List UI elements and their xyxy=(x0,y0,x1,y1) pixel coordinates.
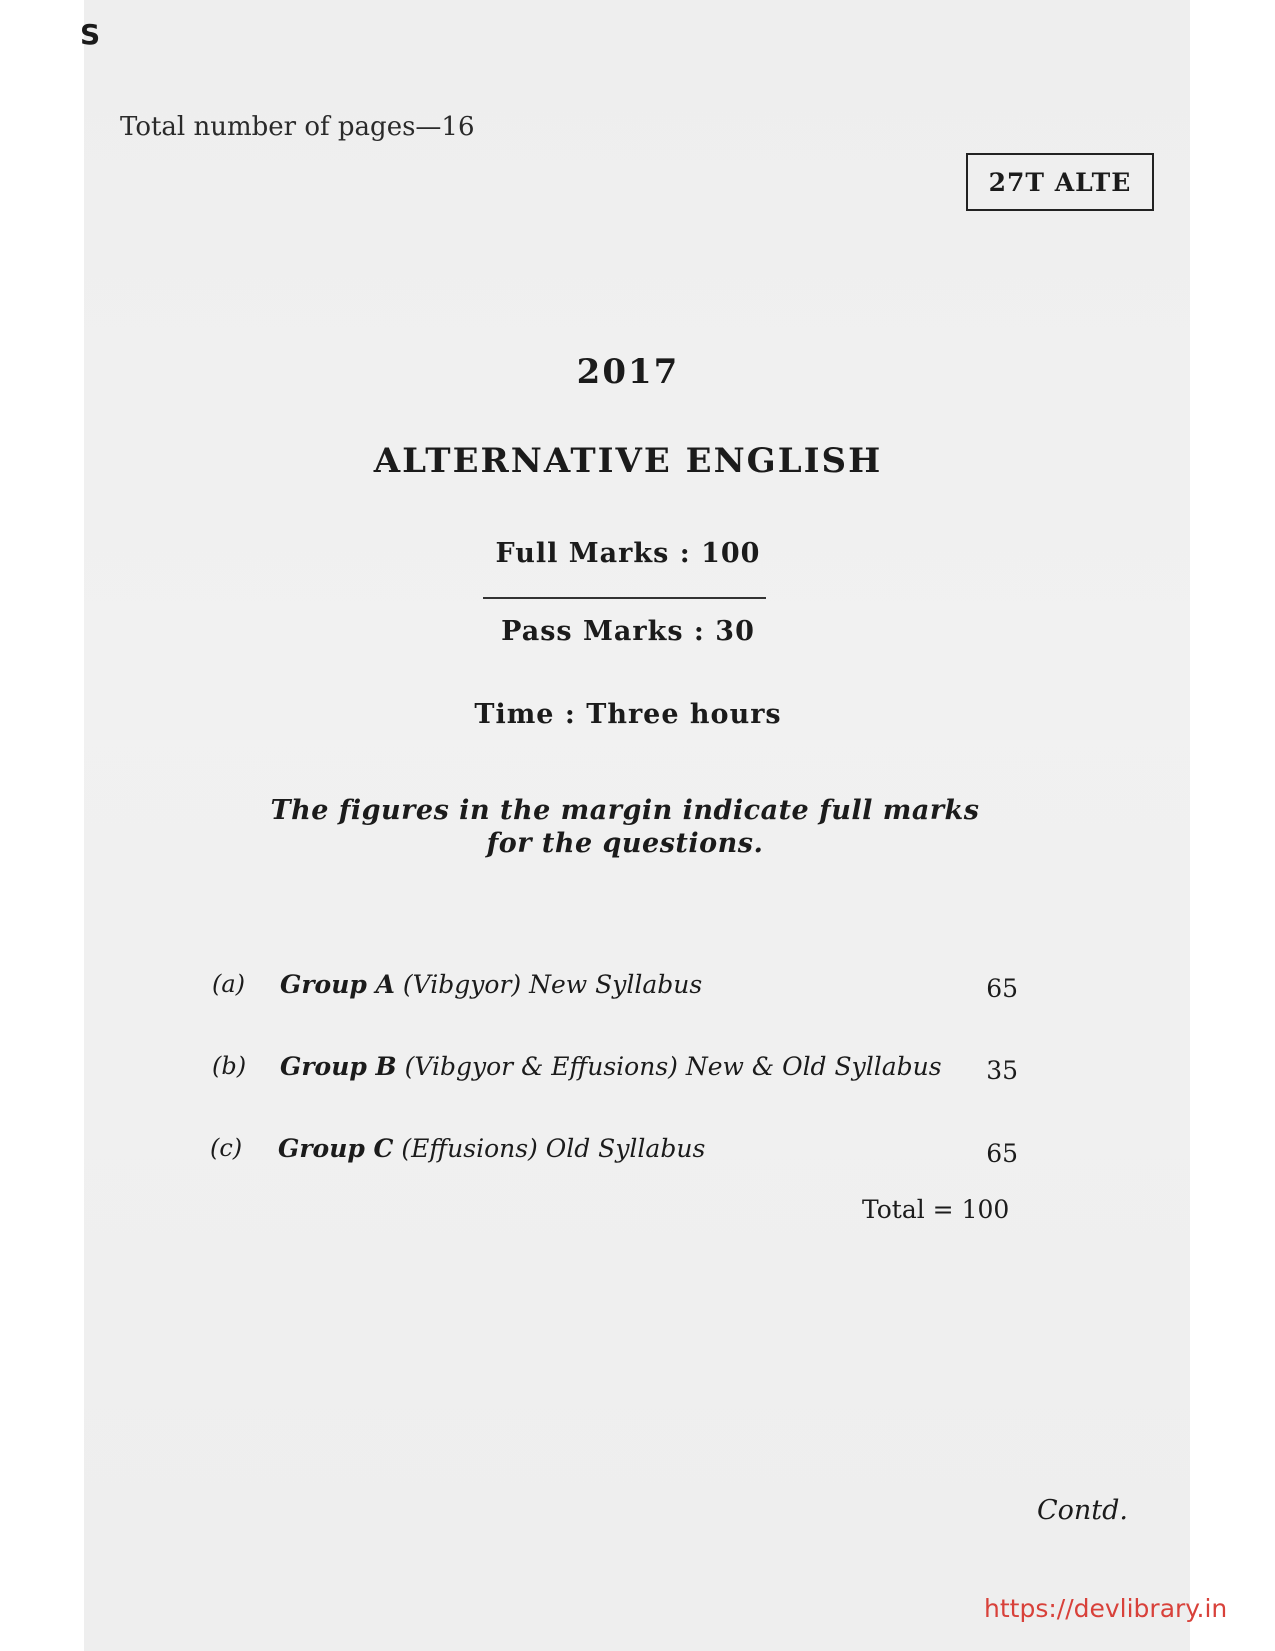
paper-code: 27T ALTE xyxy=(988,167,1132,197)
group-a-name: Group A xyxy=(280,970,395,999)
group-a-label: (a) xyxy=(212,970,246,998)
group-c-detail: (Effusions) Old Syllabus xyxy=(401,1134,706,1163)
group-a-text xyxy=(280,970,702,999)
group-c-text xyxy=(278,1134,705,1163)
exam-time: Time : Three hours xyxy=(474,699,782,730)
group-b-text xyxy=(280,1052,942,1081)
group-b-detail: (Vibgyor & Effusions) New & Old Syllabus xyxy=(404,1052,942,1081)
exam-year: 2017 xyxy=(576,352,680,392)
group-c-label: (c) xyxy=(210,1134,243,1162)
subject-title: ALTERNATIVE ENGLISH xyxy=(373,441,883,481)
divider-line xyxy=(483,597,766,599)
instruction-line-1: The figures in the margin indicate full marks xyxy=(270,795,980,826)
full-marks: Full Marks : 100 xyxy=(495,538,761,569)
instruction-line-2: for the questions. xyxy=(486,828,764,859)
group-c-name: Group C xyxy=(278,1134,394,1163)
group-a-marks: 65 xyxy=(986,974,1018,1003)
group-b-marks: 35 xyxy=(986,1056,1018,1085)
group-b-name: Group B xyxy=(280,1052,397,1081)
group-b-label: (b) xyxy=(212,1052,247,1080)
group-a-detail: (Vibgyor) New Syllabus xyxy=(402,970,703,999)
contd-label: Contd. xyxy=(1037,1495,1129,1526)
paper-code-box xyxy=(966,153,1154,211)
total-marks: Total = 100 xyxy=(862,1195,1010,1224)
total-pages: Total number of pages—16 xyxy=(120,112,475,142)
instruction xyxy=(230,794,1020,860)
watermark-link[interactable]: https://devlibrary.in xyxy=(984,1594,1228,1623)
pass-marks: Pass Marks : 30 xyxy=(501,616,755,647)
corner-mark: S xyxy=(80,18,101,51)
group-c-marks: 65 xyxy=(986,1139,1018,1168)
